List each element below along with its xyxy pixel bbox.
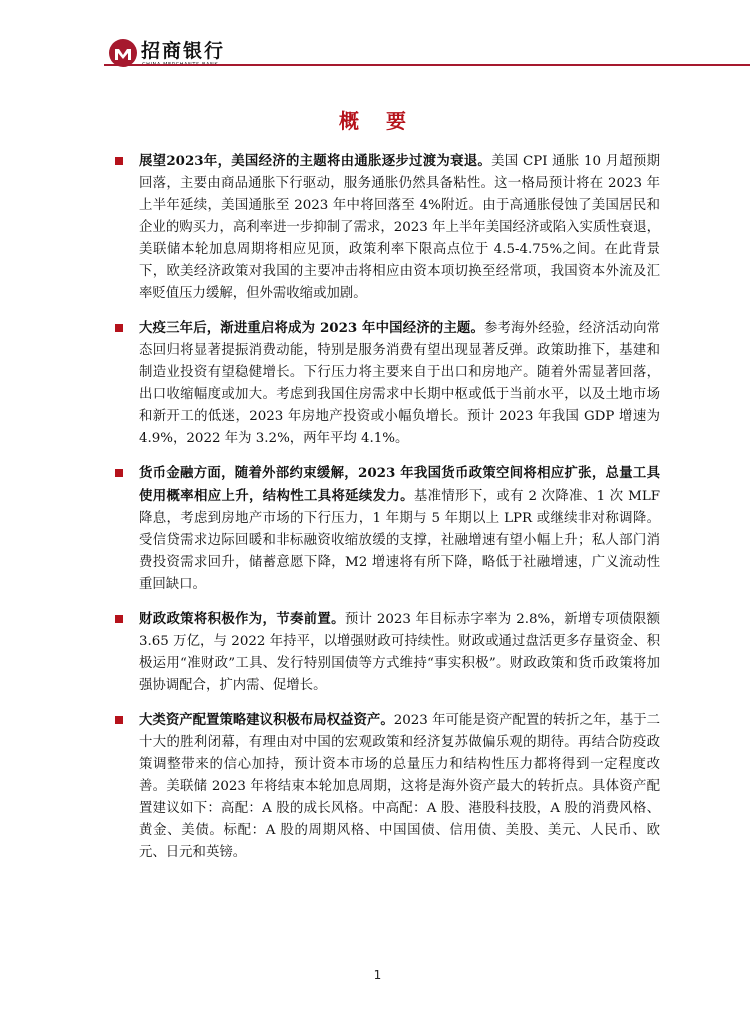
summary-paragraph [113, 150, 660, 305]
paragraph-text: 参考海外经验，经济活动向常态回归将显著提振消费动能，特别是服务消费有望出现显著反弹。政策助推下，基建和制造业投资有望稳健增长。下行压力将主要来自于出口和房地产。随着外需显著回落，出口收缩幅度或加大。考虑到我国住房需求中长期中枢或低于当前水平，以及土地市场和新开工的低迷，2023 年房地产投资或小幅负增长。预计 2023 年我国 GDP 增速为 4.9%，2022 年为 3.2%，两年平均 4.1%。 [139, 321, 661, 446]
bullet-square-icon [115, 615, 123, 623]
header-divider [104, 64, 750, 66]
summary-paragraph [113, 608, 660, 697]
bullet-square-icon [115, 469, 123, 477]
summary-body [113, 150, 660, 876]
page-number: 1 [373, 968, 382, 982]
bullet-square-icon [115, 324, 123, 332]
paragraph-text: 美国 CPI 通胀 10 月超预期回落，主要由商品通胀下行驱动，服务通胀仍然具备粘性。这一格局预计将在 2023 年上半年延续，美国通胀至 2023 年中将回落至 4%附近。由于高通胀侵蚀了美国居民和企业的购买力，高利率进一步抑制了需求，2023 年上半年美国经济或陷入实质性衰退，美联储本轮加息周期将相应见顶，政策利率下限高点位于 4.5-4.75%之间。在此背景下，欧美经济政策对我国的主要冲击将相应由资本项切换至经常项，我国资本外流及汇率贬值压力缓解，但外需收缩或加剧。 [139, 154, 660, 301]
brand-name: 招商银行 [141, 40, 226, 62]
summary-paragraph [113, 317, 660, 450]
bullet-square-icon [115, 157, 123, 165]
summary-paragraph [113, 709, 660, 864]
page-header [0, 0, 755, 68]
summary-paragraph [113, 462, 660, 596]
paragraph-text: 基准情形下，或有 2 次降准、1 次 MLF 降息，考虑到房地产市场的下行压力，1 年期与 5 年期以上 LPR 或继续非对称调降。受信贷需求边际回暖和非标融资收缩放缓的支撑，社融增速有望小幅上升；私人部门消费投资需求回升，储蓄意愿下降，M2 增速将有所下降，略低于社融增速，广义流动性重回缺口。 [139, 489, 660, 592]
paragraph-lead: 大疫三年后，渐进重启将成为 2023 年中国经济的主题。 [139, 320, 485, 336]
bullet-square-icon [115, 716, 123, 724]
paragraph-lead: 货币金融方面，随着外部约束缓解，2023 年我国货币政策空间将相应扩张，总量工具使用概率相应上升，结构性工具将延续发力。 [139, 465, 660, 504]
page-title: 概 要 [339, 109, 416, 133]
paragraph-text: 预计 2023 年目标赤字率为 2.8%，新增专项债限额 3.65 万亿，与 2022 年持平，以增强财政可持续性。财政或通过盘活更多存量资金、积极运用“准财政”工具、发行特别国债等方式维持“事实积极”。财政政策和货币政策将加强协调配合，扩内需、促增长。 [139, 612, 660, 693]
paragraph-text: 2023 年可能是资产配置的转折之年，基于二十大的胜利闭幕，有理由对中国的宏观政策和经济复苏做偏乐观的期待。再结合防疫政策调整带来的信心加持，预计资本市场的总量压力和结构性压力都将得到一定程度改善。美联储 2023 年将结束本轮加息周期，这将是海外资产最大的转折点。具体资产配置建议如下：高配：A 股的成长风格。中高配：A 股、港股科技股，A 股的消费风格、黄金、美债。标配：A 股的周期风格、中国国债、信用债、美股、美元、人民币、欧元、日元和英镑。 [139, 713, 660, 860]
paragraph-lead: 展望2023年，美国经济的主题将由通胀逐步过渡为衰退。 [139, 153, 492, 169]
paragraph-lead: 大类资产配置策略建议积极布局权益资产。 [139, 712, 394, 728]
paragraph-lead: 财政政策将积极作为，节奏前置。 [139, 611, 345, 627]
